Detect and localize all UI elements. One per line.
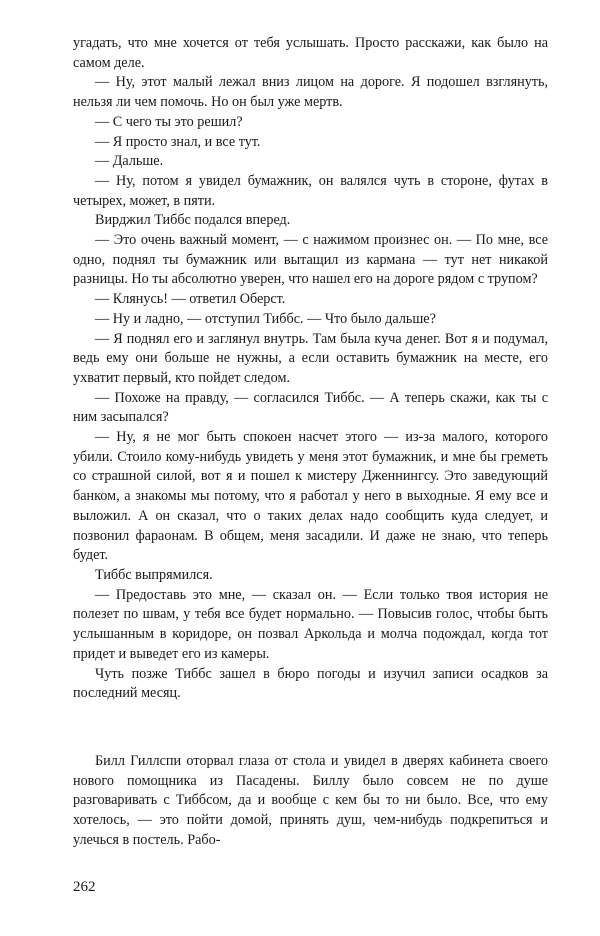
paragraph: — Я просто знал, и все тут.	[95, 133, 261, 150]
paragraph: — Ну, потом я увидел бумажник, он валялся чуть в стороне, футах в четырех, может, в пяти.	[73, 172, 548, 209]
paragraph: — Ну, я не мог быть спокоен насчет этого — из-за малого, которого убили. Стоило кому-нибудь увидеть у меня этот бумажник, и мне бы греметь со страшной силой, вот я и пошел к мистеру Дженнингсу. Это заведующий банком, а знакомы мы потому, что я работал у него в выходные. Я ему все и выложил. А он сказал, что о таких делах надо сообщить куда следует, и позвонил фараонам. В общем, меня засадили. И даже не знаю, что теперь будет.	[73, 429, 548, 564]
paragraph: Вирджил Тиббс подался вперед.	[95, 212, 291, 229]
paragraph: Билл Гиллспи оторвал глаза от стола и увидел в дверях кабинета своего нового помощника из Пасадены. Биллу было совсем не по душе разговаривать с Тиббсом, да и вообще с кем бы то ни было. Все, что ему хотелось, — это пойти домой, принять душ, чем-нибудь подкрепиться и улечься в постель. Рабо-	[73, 752, 548, 848]
paragraph: — Дальше.	[95, 153, 164, 170]
page-body	[73, 34, 548, 850]
paragraph: — Предоставь это мне, — сказал он. — Если только твоя история не полезет по швам, у тебя все будет нормально. — Повысив голос, чтобы быть услышанным в коридоре, он позвал Аркольда и молча подождал, когда тот придет и выведет его из камеры.	[73, 586, 548, 662]
paragraph: угадать, что мне хочется от тебя услышать. Просто расскажи, как было на самом деле.	[73, 35, 548, 71]
paragraph: — Это очень важный момент, — с нажимом произнес он. — По мне, все одно, поднял ты бумажник или вытащил из кармана — тут нет никакой разницы. Но ты абсолютно уверен, что нашел его на дороге рядом с трупом?	[73, 232, 548, 288]
paragraph: — Ну и ладно, — отступил Тиббс. — Что было дальше?	[95, 310, 436, 327]
paragraph: Чуть позже Тиббс зашел в бюро погоды и изучил записи осадков за последний месяц.	[73, 665, 548, 702]
paragraph: Тиббс выпрямился.	[95, 566, 213, 583]
paragraph: — Ну, этот малый лежал вниз лицом на дороге. Я подошел взглянуть, нельзя ли чем помочь. Но он был уже мертв.	[73, 74, 548, 111]
paragraph: — С чего ты это решил?	[95, 113, 243, 130]
top-section	[73, 34, 548, 704]
section-break	[73, 704, 548, 752]
paragraph: — Клянусь! — ответил Оберст.	[95, 291, 286, 308]
paragraph: — Похоже на правду, — согласился Тиббс. — А теперь скажи, как ты с ним засыпался?	[73, 389, 548, 426]
bottom-section	[73, 752, 548, 851]
paragraph: — Я поднял его и заглянул внутрь. Там была куча денег. Вот я и подумал, ведь ему они больше не нужны, а если оставить бумажник на месте, его ухватит первый, кто пойдет следом.	[73, 330, 548, 386]
page-number: 262	[73, 879, 96, 895]
